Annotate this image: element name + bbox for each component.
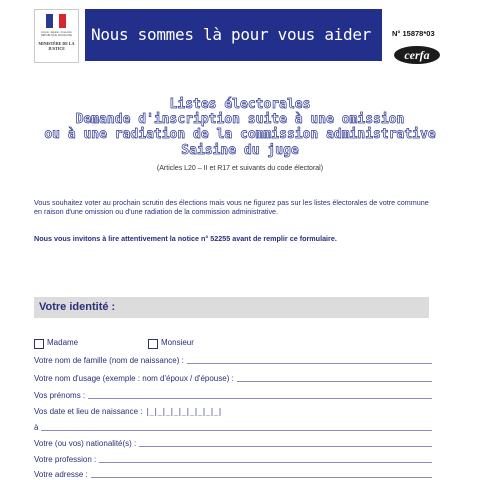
cerfa-logo: cerfa xyxy=(394,46,440,64)
profession-label: Votre profession : xyxy=(34,455,97,464)
ministry-name: MINISTÈRE DE LA JUSTICE xyxy=(38,41,75,51)
address-field[interactable] xyxy=(91,476,432,478)
nationality-field[interactable] xyxy=(139,445,432,447)
madame-label: Madame xyxy=(47,338,79,347)
profession-field[interactable] xyxy=(99,461,432,463)
monsieur-checkbox[interactable] xyxy=(148,339,158,349)
notice-paragraph: Nous vous invitons à lire attentivement la notice n° 52255 avant de remplir ce formulaire. xyxy=(34,234,337,243)
usage-name-field[interactable] xyxy=(237,380,432,382)
usage-name-row xyxy=(34,371,432,384)
birth-place-field[interactable] xyxy=(41,429,432,431)
first-names-label: Vos prénoms : xyxy=(34,391,86,400)
nationality-label: Votre (ou vos) nationalité(s) : xyxy=(34,439,137,448)
usage-name-label: Votre nom d'usage (exemple : nom d'époux / d'épouse) : xyxy=(34,374,234,383)
french-flag-icon xyxy=(46,14,66,28)
birth-date-boxes[interactable]: |_|_|_|_|_|_|_|_|_| xyxy=(145,407,222,416)
logo-motto: Liberté • Égalité • Fraternité RÉPUBLIQUE FRANÇAISE xyxy=(40,31,73,37)
form-title-line4: Saisine du juge xyxy=(181,143,299,158)
family-name-field[interactable] xyxy=(187,362,432,364)
family-name-row xyxy=(34,353,432,366)
section-label: Votre identité : xyxy=(39,301,116,313)
identity-section-header xyxy=(34,297,429,318)
address-row xyxy=(34,467,432,480)
birth-row xyxy=(34,404,432,417)
birth-place-row xyxy=(34,420,432,433)
help-banner: Nous sommes là pour vous aider xyxy=(85,9,382,61)
form-title-line1: Listes électorales xyxy=(169,97,311,112)
madame-checkbox[interactable] xyxy=(34,339,44,349)
address-label: Votre adresse : xyxy=(34,470,88,479)
legal-articles: (Articles L20 – II et R17 et suivants du code électoral) xyxy=(156,165,324,172)
profession-row xyxy=(34,452,432,465)
form-title-line3: ou à une radiation de la commission administrative xyxy=(44,127,436,142)
first-names-field[interactable] xyxy=(88,397,432,399)
form-title-line2: Demande d'inscription suite à une omission xyxy=(75,112,405,127)
first-names-row xyxy=(34,388,432,401)
intro-paragraph: Vous souhaitez voter au prochain scrutin des élections mais vous ne figurez pas sur les listes électorales de votre commune en raison d'une omission ou d'une radiation de la commission administrative. xyxy=(34,198,429,216)
nationality-row xyxy=(34,436,432,449)
birth-label: Vos date et lieu de naissance : xyxy=(34,407,143,416)
family-name-label: Votre nom de famille (nom de naissance) : xyxy=(34,356,184,365)
birth-place-prefix: à xyxy=(34,423,39,432)
form-number: N° 15878*03 xyxy=(392,29,435,38)
republic-logo xyxy=(34,9,79,63)
monsieur-label: Monsieur xyxy=(161,338,194,347)
